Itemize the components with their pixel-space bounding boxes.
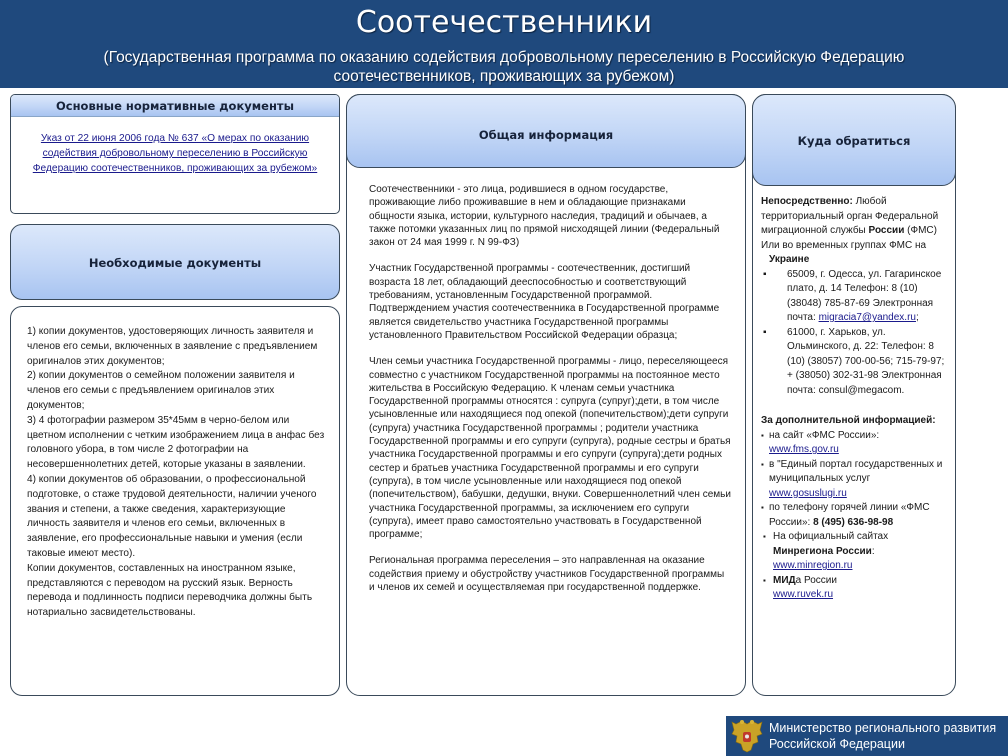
page-subtitle: (Государственная программа по оказанию содействия добровольному переселению в Российскую Федерацию соотечественников, проживающих за рубежом): [103, 49, 905, 85]
general-info-header: [346, 94, 746, 168]
page-title: Соотечественники: [355, 5, 653, 40]
required-doc-item: 1) копии документов, удостоверяющих личность заявителя и членов его семьи, включенных в заявление с предъявлением оригиналов этих документов;: [27, 326, 318, 367]
coat-of-arms-icon: [730, 718, 764, 754]
bullet-icon: ▪: [763, 532, 766, 541]
general-info-panel: [346, 94, 746, 696]
portal-text: в "Единый портал государственных и муниципальных услуг: [769, 458, 943, 484]
bullet-icon: ▪: [761, 430, 764, 440]
ruvek-link[interactable]: www.ruvek.ru: [773, 589, 834, 600]
definition-participant: Участник Государственной программы - соотечественник, достигший возраста 18 лет, обладающий дееспособностью и соответствующий требованиям, установленным Государственной программой. Подтверждением участия соотечественника в Государственной программе является свидетельство участника Государственной программы установленного Правительством Российской Федерации образца;: [369, 263, 720, 341]
direct-text: Любой территориальный орган Федеральной миграционной службы: [761, 196, 939, 236]
minregion-label: Минрегиона России: [773, 545, 872, 557]
direct-bold: России: [868, 225, 905, 236]
office-address: 61000, г. Харьков, ул. Ольминского, д. 22: Телефон: 8 (10) (38057) 700-00-56; 715-79-97; + (38050) 302-31-98 Электронная почта:: [787, 326, 945, 396]
ministry-name-line2: Российской Федерации: [769, 737, 905, 751]
mid-label: МИД: [773, 574, 796, 586]
minregion-item: ▪ На официальный сайтах Минрегиона России: www.minregion.ru: [763, 531, 889, 571]
ukraine-label: Украине: [769, 254, 810, 265]
fms-site-item: [761, 429, 949, 458]
minregion-link[interactable]: www.minregion.ru: [773, 560, 853, 571]
where-to-apply-header: [752, 94, 956, 186]
page-header: [0, 0, 1008, 88]
hotline-text: по телефону горячей линии «ФМС России»:: [769, 502, 930, 528]
definition-regional-program: Региональная программа переселения – это направленная на оказание содействия приему и обустройству участников Государственной программы и членов их семей и осуществляемая при государственной поддержке.: [369, 555, 725, 594]
bullet-icon: ▪: [763, 326, 767, 338]
bullet-icon: ▪: [763, 575, 766, 585]
required-documents-title: Необходимые документы: [88, 256, 262, 270]
required-doc-item: 3) 4 фотографии размером 35*45мм в черно-белом или цветном исполнении с четким изображением лица в анфас без головного убора, в том числе 2 фотографии на несовершеннолетних детей, которые указаны в заявлении.: [27, 414, 325, 471]
translation-note: Копии документов, составленных на иностранном языке, представляются с переводом на русский язык. Верность перевода и подлинность подписи переводчика должны быть нотариально засвидетельствованы.: [27, 562, 313, 619]
hotline-number: 8 (495) 636-98-98: [813, 516, 894, 528]
email-link[interactable]: migracia7@yandex.ru: [818, 312, 916, 323]
punctuation: ;: [915, 312, 919, 323]
gosuslugi-link[interactable]: www.gosuslugi.ru: [769, 487, 847, 499]
direct-label: Непосредственно:: [761, 196, 853, 207]
normative-documents-title: Основные нормативные документы: [11, 95, 339, 117]
bullet-icon: ▪: [761, 459, 764, 469]
official-text: На официальный сайтах: [773, 531, 889, 542]
decree-link[interactable]: Указ от 22 июня 2006 года № 637 «О мерах по оказанию содействия добровольному переселению в Российскую Федерацию соотечественников, проживающих за рубежом»: [32, 133, 318, 174]
ministry-name-line1: Министерство регионального развития: [769, 721, 997, 735]
normative-documents-panel: [10, 94, 340, 214]
hotline-item: [761, 501, 949, 530]
mid-text: а России: [795, 574, 837, 586]
office-odessa: [761, 268, 949, 326]
required-doc-item: 2) копии документов о семейном положении заявителя и членов его семьи с предъявлением оригиналов этих документов;: [27, 370, 295, 411]
fms-link[interactable]: www.fms.gov.ru: [769, 444, 839, 455]
bullet-icon: ▪: [763, 268, 767, 280]
office-kharkov: [761, 326, 949, 399]
general-info-title: Общая информация: [478, 128, 614, 142]
fms-text: на сайт «ФМС России»:: [769, 429, 880, 441]
bullet-icon: ▪: [761, 503, 764, 512]
more-info-label: За дополнительной информацией:: [761, 415, 936, 426]
where-to-apply-title: Куда обратиться: [797, 134, 911, 148]
gosuslugi-item: [761, 458, 949, 502]
direct-text-suffix: (ФМС): [907, 225, 937, 236]
office-address: 65009, г. Одесса, ул. Гагаринское плато, д. 14 Телефон: 8 (10) (38048) 785-87-69 Электронная почта:: [787, 268, 942, 323]
ministry-footer: [726, 716, 1008, 756]
mid-item: [761, 574, 949, 603]
definition-family-member: Член семьи участника Государственной программы - лицо, переселяющееся совместно с участником Государственной программы на постоянное место жительства в Российскую Федерацию. К членам семьи участника Государственной программы относятся : супруга (супруг);дети, в том числе усыновленные или находящиеся под опекой (попечительством);дети супруги (супруга) участника Государственной программы ; родители участника Государственной программы и его супруги (супруга), родные сестры и братья участника Государственной программы и его супруги (супруга);дети родных сестер и братьев участника Государственной программы и его супруги (супруга), в том числе усыновленные или находящиеся под опекой (попечительством), бабушки, дедушки, внуки. Совершеннолетний член семьи участника Государственной программы, за исключением его супруги (супруга), имеет право самостоятельно участвовать в Государственной программе;: [369, 356, 731, 541]
email-text: consul@megacom.: [818, 384, 905, 396]
required-documents-header: [10, 224, 340, 300]
temp-groups-text: Или во временных группах ФМС на: [761, 239, 927, 251]
required-doc-item: 4) копии документов об образовании, о профессиональной подготовке, о стаже трудовой деятельности, наличии ученого звания и степени, а также сведения, характеризующие личность заявителя и членов его семьи, включенных в заявление, его профессиональные навыки и умения (если таковые имеют место).: [27, 473, 317, 559]
required-documents-panel: [10, 306, 340, 696]
definition-compatriots: Соотечественники - это лица, родившиеся в одном государстве, проживающие либо проживавшие в нем и обладающие признаками общности языка, истории, культурного наследия, традиций и обычаев, а также потомки указанных лиц по прямой нисходящей линии (Федеральный закон от 24 мая 1999 г. N 99-ФЗ): [369, 184, 720, 249]
